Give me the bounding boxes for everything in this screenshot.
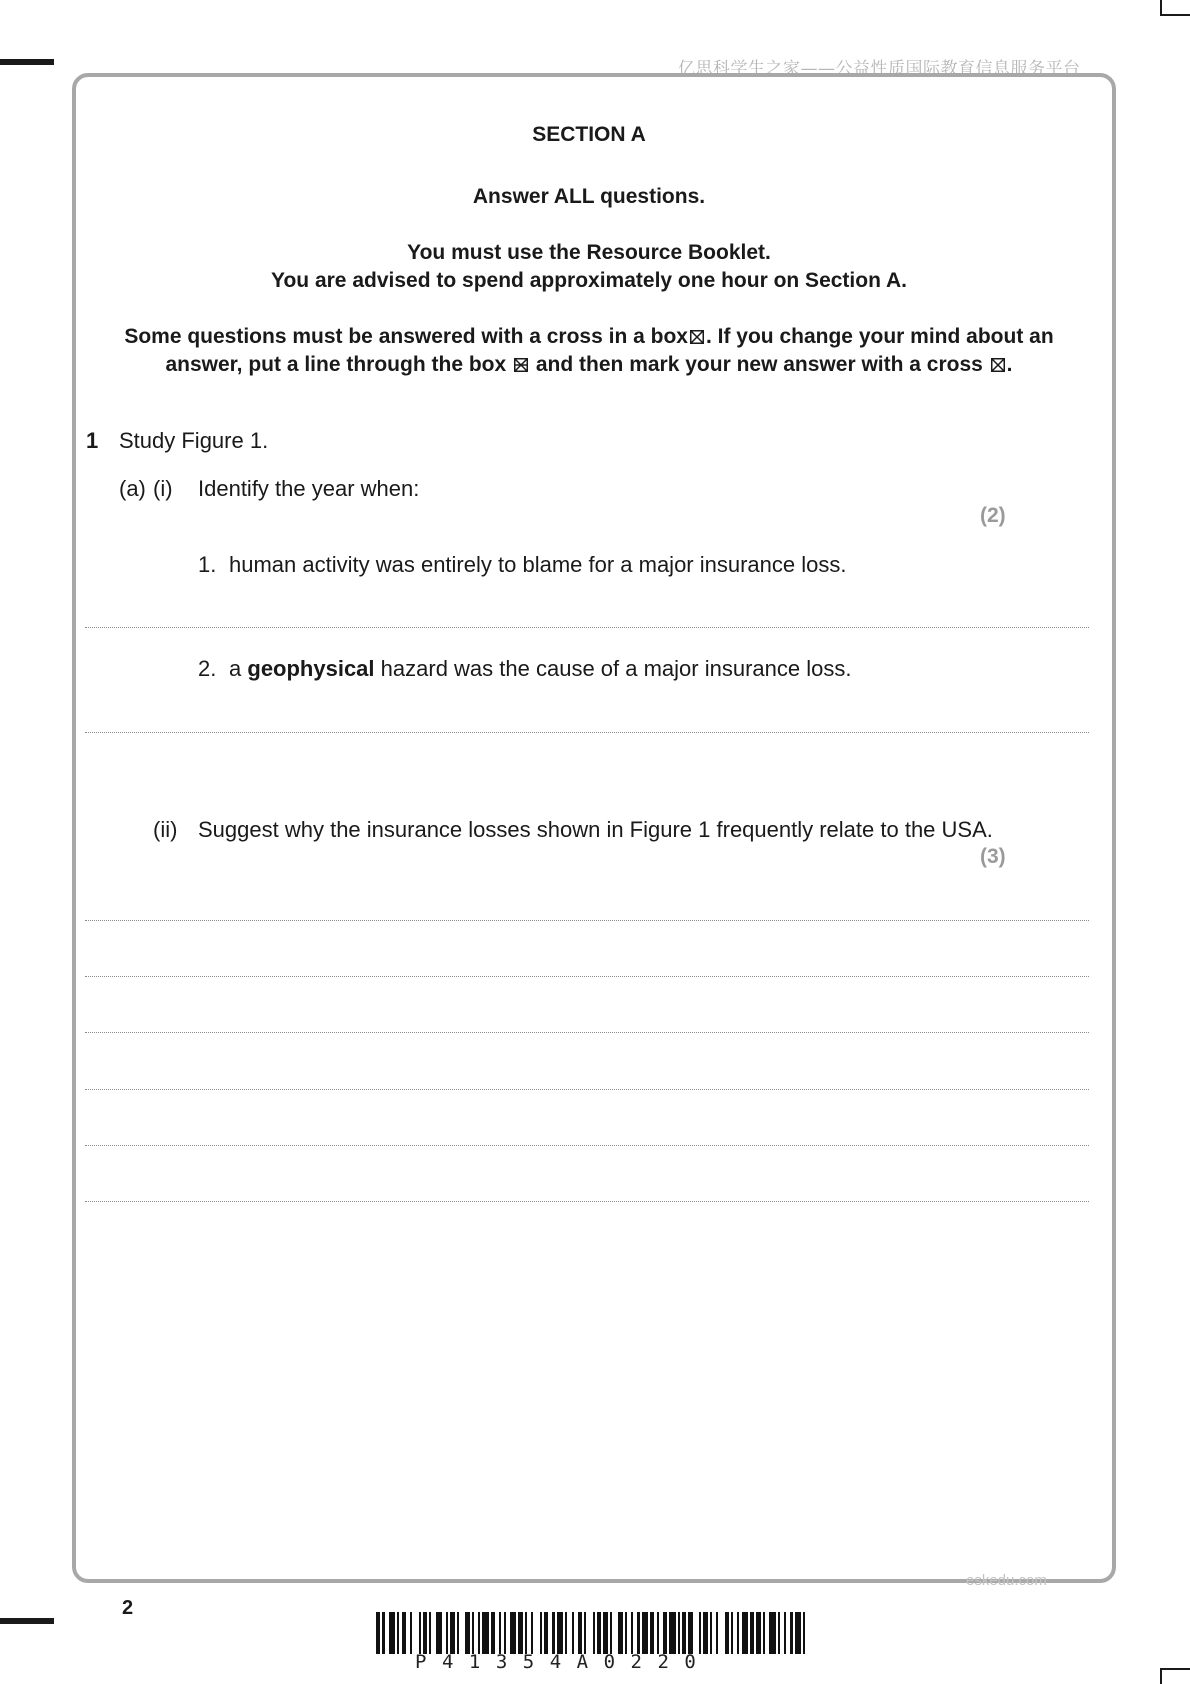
item1-number: 1. <box>198 552 217 577</box>
answer-line-ii-3[interactable] <box>85 1032 1089 1033</box>
barcode-bar <box>805 1612 809 1654</box>
answer-line-ii-2[interactable] <box>85 976 1089 977</box>
crop-mark-right-top-h <box>1160 14 1190 16</box>
part-a-label: (a) <box>119 476 146 501</box>
cross-box-text-e: . <box>1006 353 1013 376</box>
page-number: 2 <box>122 1597 134 1619</box>
item2-suffix: hazard was the cause of a major insurance loss. <box>380 656 852 681</box>
item1-text: human activity was entirely to blame for a major insurance loss. <box>229 552 847 577</box>
part-ii-text: Suggest why the insurance losses shown in Figure 1 frequently relate to the USA. <box>198 817 993 842</box>
registration-mark-bottom-left <box>0 1618 54 1624</box>
question-stem: Study Figure 1. <box>119 428 269 453</box>
cross-box-text-c: answer, put a line through the box <box>165 353 507 376</box>
part-ii-label: (ii) <box>153 817 178 842</box>
barcode-digits: P41354A0220 <box>415 1651 712 1673</box>
section-instruction: Answer ALL questions. <box>472 185 706 208</box>
crossed-box-icon-2 <box>991 358 1005 372</box>
question-number: 1 <box>86 428 99 453</box>
crossed-box-icon <box>690 330 704 344</box>
crop-mark-right-bottom-h <box>1160 1668 1190 1670</box>
cross-box-instruction-line2 <box>84 353 1094 377</box>
struck-box-icon <box>514 358 528 372</box>
answer-line-ii-6[interactable] <box>85 1201 1089 1202</box>
item2-number: 2. <box>198 656 217 681</box>
part-ii-marks: (3) <box>980 845 1006 868</box>
part-i-marks: (2) <box>980 504 1006 527</box>
cross-box-text-b: . If you change your mind about an <box>705 325 1054 348</box>
header-watermark: 亿思科学生之家——公益性质国际教育信息服务平台 <box>678 59 1081 79</box>
section-title: SECTION A <box>532 123 646 146</box>
item2-bold-term: geophysical <box>247 656 375 681</box>
answer-line-item1[interactable] <box>85 627 1089 628</box>
registration-mark-top-right <box>1160 0 1162 1684</box>
answer-line-ii-1[interactable] <box>85 920 1089 921</box>
answer-line-item2[interactable] <box>85 732 1089 733</box>
timing-note: You are advised to spend approximately one hour on Section A. <box>271 269 907 292</box>
part-i-label: (i) <box>153 476 173 501</box>
part-i-text: Identify the year when: <box>198 476 420 501</box>
footer-watermark: eskedu.com <box>966 1572 1047 1589</box>
item2-text <box>229 656 851 682</box>
crop-mark-right-bottom <box>1160 1668 1162 1684</box>
cross-box-text-d: and then mark your new answer with a cross <box>535 353 983 376</box>
registration-mark-top-left <box>0 59 54 65</box>
cross-box-instruction-line1 <box>84 325 1094 349</box>
cross-box-text-a: Some questions must be answered with a cross in a box <box>124 325 688 348</box>
item2-prefix: a <box>229 656 242 681</box>
barcode <box>376 1612 810 1654</box>
answer-line-ii-4[interactable] <box>85 1089 1089 1090</box>
resource-booklet-note: You must use the Resource Booklet. <box>407 241 771 264</box>
answer-line-ii-5[interactable] <box>85 1145 1089 1146</box>
